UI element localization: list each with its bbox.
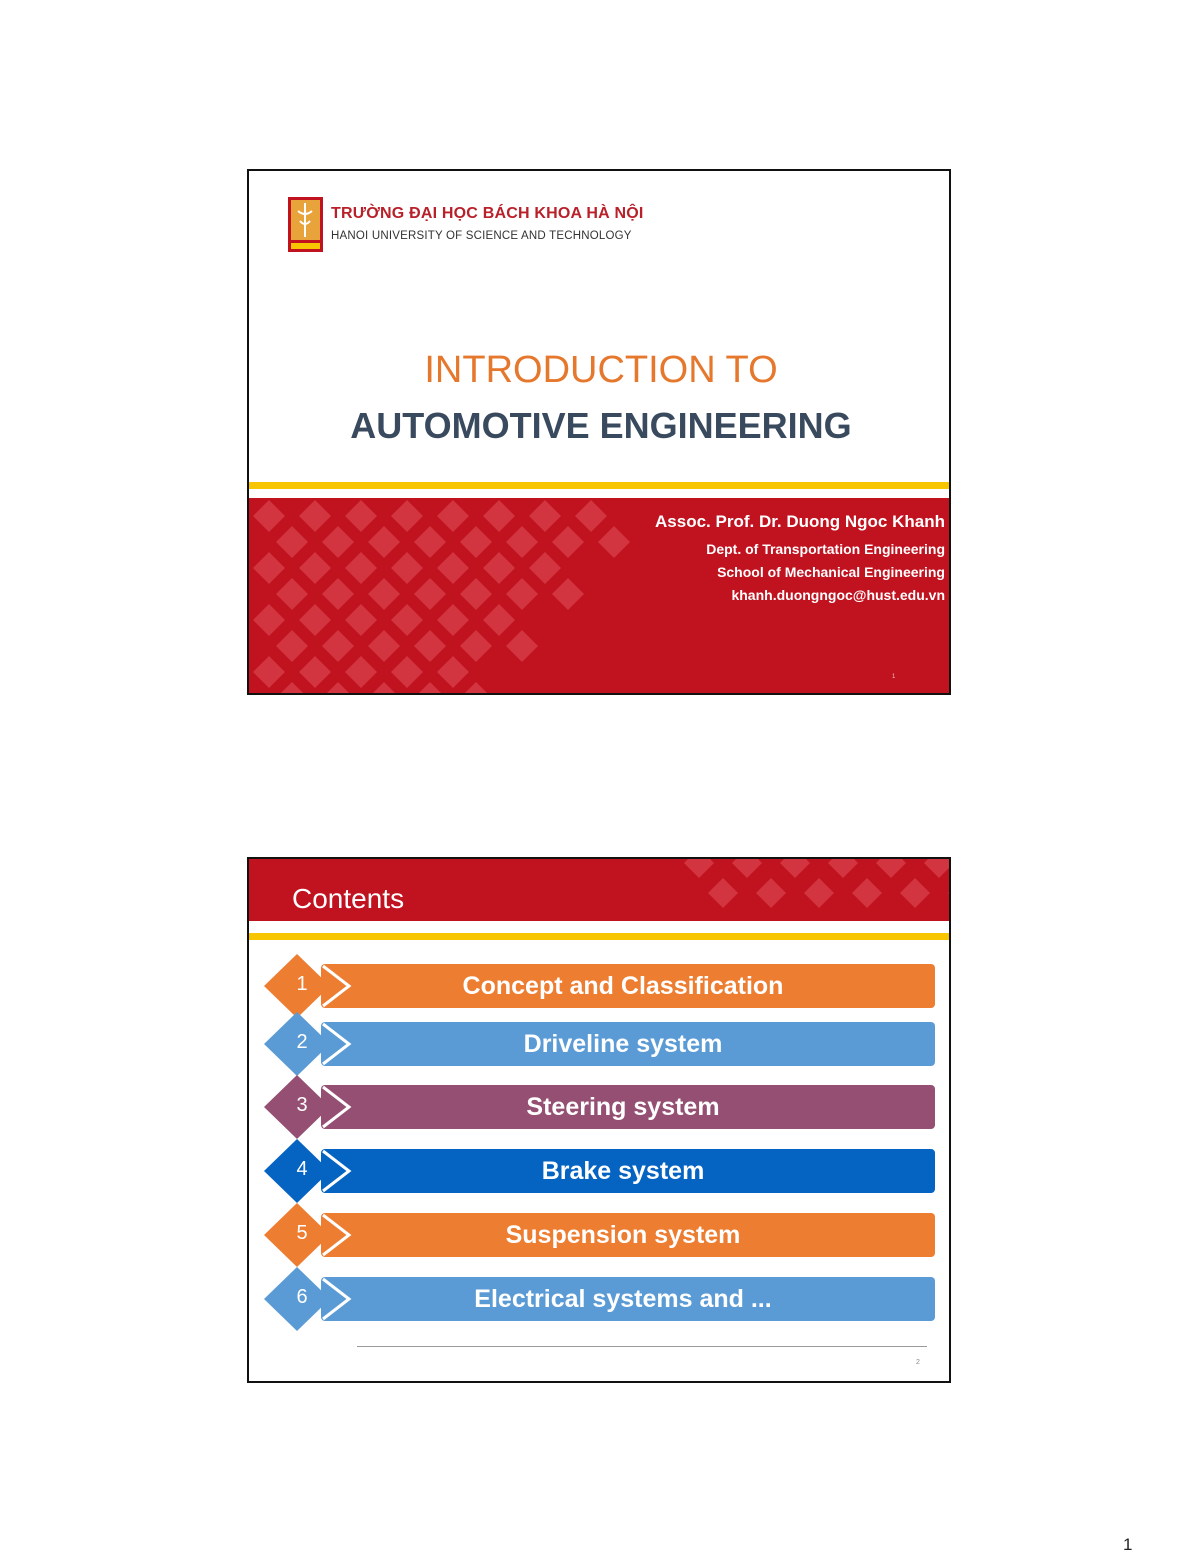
pattern-diamond (529, 552, 561, 584)
pattern-diamond (948, 878, 951, 908)
pattern-diamond (299, 552, 331, 584)
item-number: 2 (296, 1031, 308, 1053)
pattern-diamond (368, 578, 400, 610)
item-label: Brake system (541, 1157, 705, 1185)
author-name: Assoc. Prof. Dr. Duong Ngoc Khanh (655, 512, 945, 531)
pattern-diamond (708, 878, 738, 908)
contents-item[interactable] (249, 1075, 951, 1139)
item-number: 5 (296, 1222, 308, 1244)
pattern-diamond (322, 630, 354, 662)
pattern-diamond (804, 878, 834, 908)
red-footer-band (249, 498, 951, 695)
pattern-diamond (483, 604, 515, 636)
pattern-diamond (253, 656, 285, 688)
pattern-diamond (414, 578, 446, 610)
title-line-1: INTRODUCTION TO (424, 349, 778, 391)
pattern-diamond (460, 682, 492, 695)
pattern-diamond (299, 500, 331, 532)
footer-rule (357, 1346, 927, 1347)
pattern-diamond (460, 578, 492, 610)
title-line-2: AUTOMOTIVE ENGINEERING (350, 405, 852, 446)
pattern-diamond (276, 526, 308, 558)
university-name-vn: TRƯỜNG ĐẠI HỌC BÁCH KHOA HÀ NỘI (331, 205, 644, 222)
pattern-diamond (253, 552, 285, 584)
red-header-band (249, 859, 951, 921)
diamond-pattern (249, 498, 669, 695)
contents-item[interactable] (249, 954, 951, 1018)
item-number: 4 (296, 1158, 308, 1180)
pattern-diamond (276, 682, 308, 695)
contents-item[interactable] (249, 1139, 951, 1203)
pattern-diamond (552, 578, 584, 610)
pattern-diamond (253, 604, 285, 636)
yellow-stripe (249, 482, 951, 489)
pattern-diamond (437, 500, 469, 532)
item-number: 3 (296, 1094, 308, 1116)
author-email[interactable]: khanh.duongngoc@hust.edu.vn (731, 587, 945, 603)
pattern-diamond (732, 859, 762, 878)
pattern-diamond (506, 526, 538, 558)
university-name-en: HANOI UNIVERSITY OF SCIENCE AND TECHNOLOGY (331, 230, 632, 242)
item-label: Steering system (526, 1093, 720, 1121)
author-block (655, 512, 945, 607)
title-slide (247, 169, 951, 695)
pattern-diamond (276, 578, 308, 610)
pattern-diamond (437, 604, 469, 636)
pattern-diamond (575, 500, 607, 532)
yellow-stripe (249, 933, 951, 940)
pattern-diamond (900, 878, 930, 908)
pattern-diamond (414, 682, 446, 695)
pattern-diamond (391, 656, 423, 688)
slide-number: 2 (916, 1359, 920, 1366)
item-label: Suspension system (505, 1221, 741, 1249)
pattern-diamond (368, 682, 400, 695)
pattern-diamond (780, 859, 810, 878)
pattern-diamond (345, 500, 377, 532)
contents-item[interactable] (249, 1012, 951, 1076)
pattern-diamond (322, 682, 354, 695)
pattern-diamond (684, 859, 714, 878)
pattern-diamond (414, 630, 446, 662)
contents-slide (247, 857, 951, 1383)
diamond-pattern (669, 859, 951, 921)
item-label: Concept and Classification (462, 972, 784, 1000)
pattern-diamond (322, 526, 354, 558)
contents-item[interactable] (249, 1267, 951, 1331)
pattern-diamond (345, 552, 377, 584)
pattern-diamond (852, 878, 882, 908)
pattern-diamond (506, 630, 538, 662)
pattern-diamond (483, 552, 515, 584)
pattern-diamond (924, 859, 951, 878)
pattern-diamond (414, 526, 446, 558)
pattern-diamond (756, 878, 786, 908)
pattern-diamond (368, 526, 400, 558)
pattern-diamond (506, 578, 538, 610)
pattern-diamond (253, 500, 285, 532)
author-dept: Dept. of Transportation Engineering (706, 541, 945, 557)
pattern-diamond (437, 552, 469, 584)
pattern-diamond (828, 859, 858, 878)
pattern-diamond (368, 630, 400, 662)
pattern-diamond (276, 630, 308, 662)
pattern-diamond (460, 526, 492, 558)
pattern-diamond (322, 578, 354, 610)
pattern-diamond (552, 526, 584, 558)
pattern-diamond (437, 656, 469, 688)
contents-item[interactable] (249, 1203, 951, 1267)
pattern-diamond (345, 604, 377, 636)
contents-heading: Contents (292, 883, 405, 914)
university-logo (288, 197, 323, 252)
author-school: School of Mechanical Engineering (717, 564, 945, 580)
item-number: 1 (296, 973, 308, 995)
pattern-diamond (345, 656, 377, 688)
pattern-diamond (460, 630, 492, 662)
pattern-diamond (876, 859, 906, 878)
pattern-diamond (598, 526, 630, 558)
page-number: 1 (1123, 1535, 1133, 1554)
pattern-diamond (299, 656, 331, 688)
pattern-diamond (299, 604, 331, 636)
pattern-diamond (529, 500, 561, 532)
item-number: 6 (296, 1286, 308, 1308)
item-label: Driveline system (523, 1030, 723, 1058)
pattern-diamond (391, 500, 423, 532)
item-label: Electrical systems and ... (474, 1285, 772, 1313)
slide-number: 1 (892, 674, 896, 680)
pattern-diamond (391, 552, 423, 584)
pattern-diamond (483, 500, 515, 532)
pattern-diamond (391, 604, 423, 636)
